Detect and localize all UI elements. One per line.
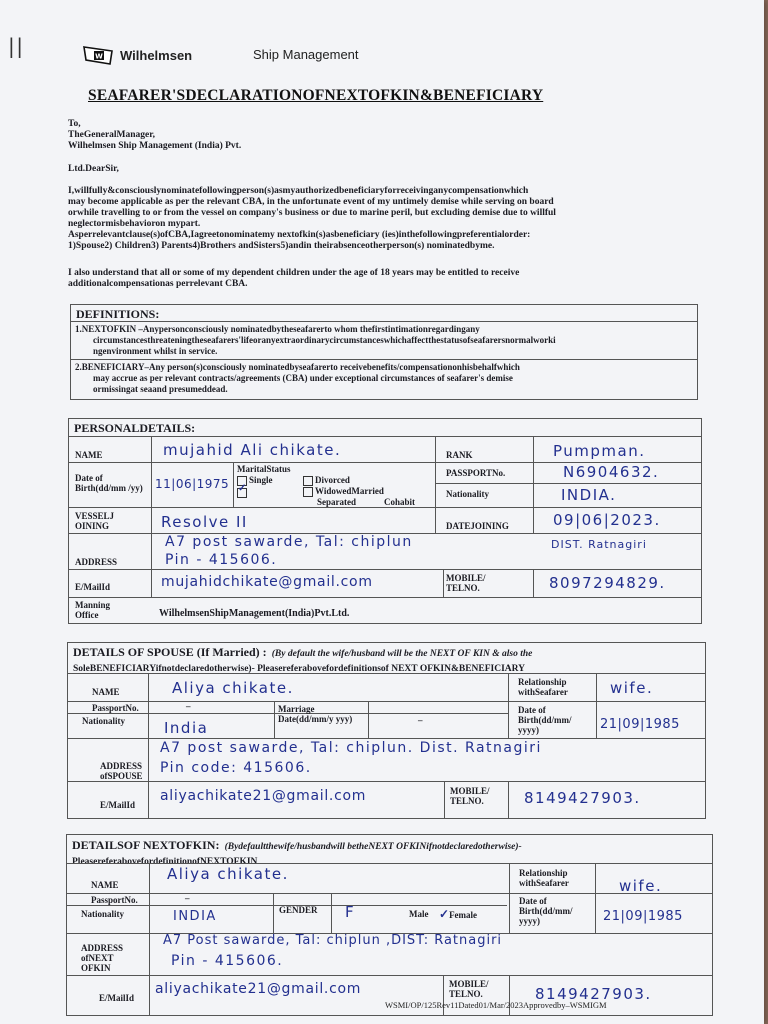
nok-title-note: (Bydefaultthewife/husbandwill betheNEXT OFKINifnotdeclaredotherwise)- — [224, 842, 522, 852]
declaration-line: I,willfully&consciouslynominatefollowingperson(s)asmyauthorizedbeneficiaryforreceivinganycompensationwhich — [68, 186, 529, 196]
declaration-line: Asperrelevantclause(s)ofCBA,Iagreetonominatemy nextofkin(s)asbeneficiary (ies)inthefollowingpreferentialorder: — [68, 230, 531, 240]
definition-line: ormissingat seaand presumeddead. — [93, 384, 228, 394]
divorced-label: Divorced — [315, 475, 350, 485]
nok-relationship-label: Relationship withSeafarer — [519, 868, 569, 888]
email-value[interactable]: mujahidchikate@gmail.com — [161, 574, 373, 590]
spouse-passport-value[interactable]: – — [186, 701, 191, 711]
gender-value[interactable]: F — [345, 903, 356, 921]
nok-dob-value[interactable]: 21|09|1985 — [603, 909, 683, 924]
definitions-title: DEFINITIONS: — [76, 307, 160, 321]
declaration-line: 1)Spouse2) Children3) Parents4)Brothers andSisters5)andin theirabsenceotherperson(s) nominatedbyme. — [68, 241, 495, 251]
understanding-text — [68, 268, 708, 290]
form-title: SEAFARER'SDECLARATIONOFNEXTOFKIN&BENEFICIARY — [88, 87, 544, 104]
spouse-email-label: E/MailId — [100, 800, 136, 810]
spouse-title-note: (By default the wife/husband will be the NEXT OF KIN & also the — [271, 649, 533, 659]
spouse-mobile-value[interactable]: 8149427903. — [524, 789, 641, 807]
declaration-line: neglectormisbehavioron mypart. — [68, 219, 201, 229]
manning-office-value: WilhelmsenShipManagement(India)Pvt.Ltd. — [159, 608, 350, 619]
spouse-mobile-label: MOBILE/ TELNO. — [450, 786, 490, 806]
svg-text:W: W — [95, 52, 103, 61]
definition-line: circumstancesthreateningtheseafarers'lifeoranyextraordinarycircumstanceswhichaffectthestatusofseafarersnormalworki — [93, 335, 556, 345]
mobile-label: MOBILE/ TELNO. — [446, 573, 486, 593]
declaration-line: orwhile travelling to or from the vessel on company's business or due to marine peril, but excluding demise due to willful — [68, 208, 556, 218]
personal-details-box — [68, 418, 702, 624]
date-joining-label: DATEJOINING — [446, 521, 509, 531]
marital-married-checked[interactable] — [237, 482, 249, 498]
spouse-nationality-label: Nationality — [82, 716, 126, 726]
married-checkbox[interactable]: ✓ — [237, 488, 247, 498]
spouse-nationality-value[interactable]: India — [164, 719, 209, 737]
divorced-checkbox[interactable] — [303, 476, 313, 486]
nok-name-label: NAME — [91, 880, 119, 890]
spouse-title: DETAILS OF SPOUSE (If Married) : — [73, 645, 267, 659]
nok-mobile-label: MOBILE/ TELNO. — [449, 979, 489, 999]
cohabit-label: Cohabit — [384, 497, 416, 507]
name-label: NAME — [75, 450, 103, 460]
email-label: E/MailId — [75, 582, 111, 592]
female-option[interactable]: ✓Female — [439, 907, 478, 921]
spouse-relationship-label: Relationship withSeafarer — [518, 677, 568, 697]
nok-title-line-2: PleasereferabovefordefinitionofNEXTOFKIN — [72, 857, 258, 867]
marital-divorced[interactable] — [303, 475, 350, 486]
declaration-text — [68, 186, 708, 252]
understanding-line: additionalcompensationas perrelevant CBA. — [68, 279, 248, 289]
definition-beneficiary — [75, 362, 695, 395]
definition-line: 2.BENEFICIARY–Any person(s)consciously nominatedbyseafarerto receivebenefits/compensationonhisbehalfwhich — [75, 362, 520, 372]
definition-line: ngenvironment whilst in service. — [93, 346, 218, 356]
definition-line: 1.NEXTOFKIN –Anypersonconsciously nominatedbytheseafarerto whom thefirstintimationregardingany — [75, 324, 480, 334]
vessel-joining-label: VESSELJ OINING — [75, 511, 115, 531]
nok-dob-label: Date of Birth(dd/mm/ yyyy) — [519, 896, 573, 926]
widowed-checkbox[interactable] — [303, 487, 313, 497]
nationality-value[interactable]: INDIA. — [561, 486, 617, 504]
marriage-date-value[interactable]: – — [418, 715, 423, 725]
gender-label: GENDER — [279, 905, 318, 915]
nok-relationship-value[interactable]: wife. — [619, 877, 663, 895]
nok-passport-value[interactable]: – — [185, 893, 190, 903]
marital-widowed[interactable] — [303, 486, 384, 497]
passport-value[interactable]: N6904632. — [563, 463, 660, 481]
address-district[interactable]: DIST. Ratnagiri — [551, 538, 647, 551]
margin-mark: || — [8, 34, 25, 58]
salutation: Ltd.DearSir, — [68, 164, 119, 174]
personal-details-title: PERSONALDETAILS: — [74, 421, 196, 435]
marital-status-label: MaritalStatus — [237, 464, 291, 474]
nok-nationality-value[interactable]: INDIA — [173, 909, 217, 924]
wilhelmsen-flag-icon — [82, 44, 116, 68]
dob-label: Date of Birth(dd/mm /yy) — [75, 473, 143, 493]
address-company: Wilhelmsen Ship Management (India) Pvt. — [68, 141, 242, 151]
nok-address-line-1[interactable]: A7 Post sawarde, Tal: chiplun ,DIST: Ratnagiri — [163, 933, 503, 948]
spouse-address-line-2[interactable]: Pin code: 415606. — [160, 760, 312, 776]
rank-label: RANK — [446, 450, 473, 460]
definitions-box — [70, 304, 698, 400]
nok-nationality-label: Nationality — [81, 909, 125, 919]
vessel-value[interactable]: Resolve II — [161, 513, 248, 531]
spouse-name-label: NAME — [92, 687, 120, 697]
nok-email-value[interactable]: aliyachikate21@gmail.com — [155, 981, 362, 997]
spouse-address-label: ADDRESS ofSPOUSE — [100, 761, 143, 781]
declaration-line: may become applicable as per the relevant CBA, in the unfortunate event of my untimely demise while serving on board — [68, 197, 554, 207]
dob-value[interactable]: 11|06|1975 — [155, 477, 230, 491]
nok-address-label: ADDRESS ofNEXT OFKIN — [81, 943, 124, 973]
nationality-label: Nationality — [446, 489, 490, 499]
rank-value[interactable]: Pumpman. — [553, 442, 646, 460]
spouse-title-line-2: SoleBENEFICIARYifnotdeclaredotherwise)- Pleasereferabovefordefinitionsof NEXT OFKIN&BENEFICIARY — [73, 664, 526, 674]
marriage-date-label: Marriage Date(dd/mm/y yyy) — [278, 704, 353, 724]
department-name: Ship Management — [253, 47, 359, 62]
nok-mobile-value[interactable]: 8149427903. — [535, 985, 652, 1003]
address-label: ADDRESS — [75, 557, 118, 567]
nok-passport-label: PassportNo. — [91, 895, 138, 905]
seafarer-name-value[interactable]: mujahid Ali chikate. — [163, 441, 342, 459]
spouse-dob-value[interactable]: 21|09|1985 — [600, 717, 680, 732]
definition-line: may accrue as per relevant contracts/agreements (CBA) under exceptional circumstances of seafarer's demise — [93, 373, 513, 383]
spouse-dob-label: Date of Birth(dd/mm/ yyyy) — [518, 705, 572, 735]
spouse-passport-label: PassportNo. — [92, 703, 139, 713]
definition-next-of-kin — [75, 324, 695, 357]
spouse-details-box — [67, 642, 706, 819]
nok-address-line-2[interactable]: Pin - 415606. — [171, 953, 284, 969]
nok-email-label: E/MailId — [99, 993, 135, 1003]
form-footer-code: WSMI/OP/125Rev11Dated01/Mar/2023Approvedby–WSMIGM — [385, 1000, 607, 1010]
address-line-2[interactable]: Pin - 415606. — [165, 552, 278, 568]
brand-name: Wilhelmsen — [120, 48, 193, 63]
single-label: Single — [249, 475, 273, 485]
spouse-section-title — [73, 644, 703, 674]
address-line-1[interactable]: A7 post sawarde, Tal: chiplun — [165, 534, 413, 550]
spouse-relationship-value[interactable]: wife. — [610, 679, 654, 697]
nok-title: DETAILSOF NEXTOFKIN: — [72, 838, 220, 852]
widowed-married-label: WidowedMarried — [315, 486, 384, 496]
understanding-line: I also understand that all or some of my dependent children under the age of 18 years may be entitled to receive — [68, 268, 520, 278]
spouse-name-value[interactable]: Aliya chikate. — [172, 679, 294, 697]
mobile-value[interactable]: 8097294829. — [549, 574, 666, 592]
spouse-address-line-1[interactable]: A7 post sawarde, Tal: chiplun. Dist. Ratnagiri — [160, 740, 542, 756]
male-option[interactable]: Male — [409, 909, 429, 919]
address-to: To, — [68, 119, 81, 129]
female-label: Female — [449, 910, 478, 920]
manning-office-label: Manning Office — [75, 600, 111, 620]
nok-name-value[interactable]: Aliya chikate. — [167, 865, 289, 883]
separated-label: Separated — [317, 497, 356, 507]
spouse-email-value[interactable]: aliyachikate21@gmail.com — [160, 788, 367, 804]
address-recipient: TheGeneralManager, — [68, 130, 155, 140]
date-joining-value[interactable]: 09|06|2023. — [553, 511, 661, 529]
passport-label: PASSPORTNo. — [446, 468, 506, 478]
next-of-kin-box — [66, 834, 713, 1016]
